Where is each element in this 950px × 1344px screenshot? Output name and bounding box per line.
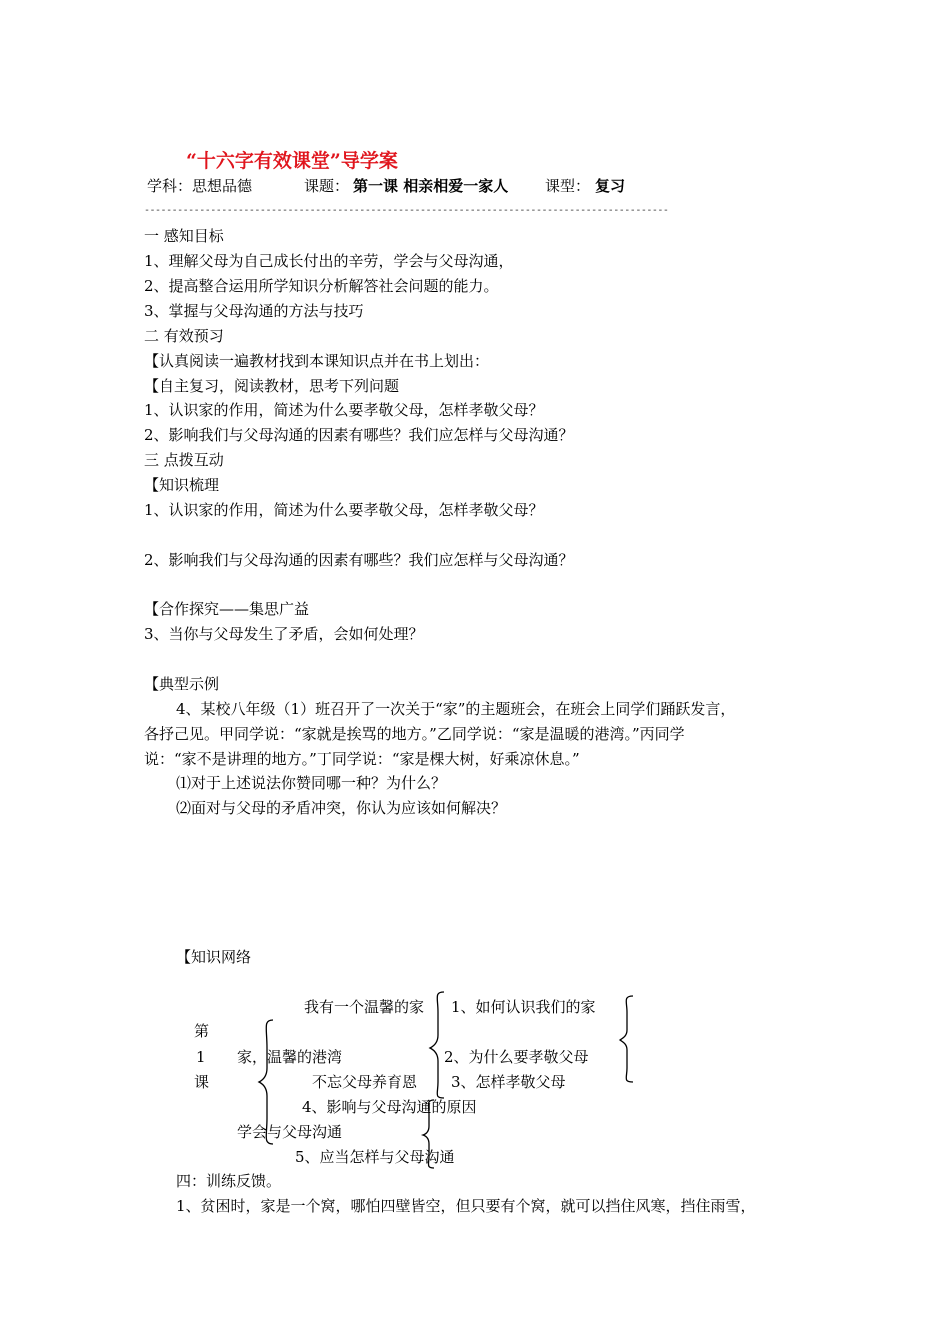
section-heading: 二 有效预习 — [144, 327, 224, 345]
lesson-char: 第 — [194, 1022, 210, 1040]
subheading-knowledge: 【知识梳理 — [144, 476, 220, 494]
preview-line: 2、影响我们与父母沟通的因素有哪些？我们应怎样与父母沟通？ — [144, 426, 574, 444]
question-3: 3、当你与父母发生了矛盾，会如何处理？ — [144, 625, 424, 643]
node-home: 家，温馨的港湾 — [237, 1048, 343, 1066]
question-1: 1、认识家的作用，简述为什么要孝敬父母，怎样孝敬父母？ — [144, 501, 544, 519]
question-2: 2、影响我们与父母沟通的因素有哪些？我们应怎样与父母沟通？ — [144, 551, 574, 569]
example-line: 说：“家不是讲理的地方。”丁同学说：“家是棵大树，好乘凉休息。” — [144, 750, 580, 768]
example-subquestion-2: ⑵面对与父母的矛盾冲突，你认为应该如何解决？ — [176, 799, 507, 817]
header-rule: ----------------------------------------------------------------------------------------------- — [144, 206, 669, 216]
brace-communicate — [420, 1098, 440, 1170]
node-item-2: 2、为什么要孝敬父母 — [444, 1048, 589, 1066]
feedback-item: 1、贫困时，家是一个窝，哪怕四壁皆空，但只要有个窝，就可以挡住风寒，挡住雨雪， — [176, 1197, 756, 1215]
lesson-char: 课 — [194, 1073, 210, 1091]
preview-line: 【自主复习，阅读教材，思考下列问题 — [144, 377, 400, 395]
example-subquestion-1: ⑴对于上述说法你赞同哪一种？为什么？ — [176, 774, 447, 792]
node-communicate: 学会与父母沟通 — [237, 1123, 343, 1141]
document-title: “十六字有效课堂”导学案 — [186, 150, 398, 172]
brace-home — [426, 990, 450, 1100]
type-label: 课型： — [545, 177, 591, 195]
preview-line: 【认真阅读一遍教材找到本课知识点并在书上划出： — [144, 352, 490, 370]
brace-lesson — [255, 1018, 279, 1148]
node-item-5: 5、应当怎样与父母沟通 — [295, 1148, 455, 1166]
preview-line: 1、认识家的作用，简述为什么要孝敬父母，怎样孝敬父母？ — [144, 401, 544, 419]
type-value: 复习 — [595, 177, 626, 195]
subheading-cooperation: 【合作探究——集思广益 — [144, 600, 310, 618]
subject-label: 学科：思想品德 — [147, 177, 253, 195]
node-warm-home: 我有一个温馨的家 — [304, 998, 425, 1016]
example-line: 各抒己见。甲同学说：“家就是挨骂的地方。”乙同学说：“家是温暖的港湾。”丙同学 — [144, 725, 685, 743]
section-heading: 一 感知目标 — [144, 227, 224, 245]
goal-item: 2、提高整合运用所学知识分析解答社会问题的能力。 — [144, 277, 499, 295]
network-heading: 【知识网络 — [176, 948, 252, 966]
node-remember: 不忘父母养育恩 — [312, 1073, 418, 1091]
node-item-3: 3、怎样孝敬父母 — [451, 1073, 566, 1091]
lesson-char: 1 — [196, 1048, 206, 1066]
node-item-1: 1、如何认识我们的家 — [451, 998, 596, 1016]
subheading-example: 【典型示例 — [144, 675, 220, 693]
section-heading: 三 点拨互动 — [144, 451, 224, 469]
goal-item: 1、理解父母为自己成长付出的辛劳，学会与父母沟通， — [144, 252, 514, 270]
example-line: 4、某校八年级（1）班召开了一次关于“家”的主题班会，在班会上同学们踊跃发言， — [176, 700, 736, 718]
section-heading: 四：训练反馈。 — [176, 1172, 282, 1190]
brace-right — [617, 994, 639, 1084]
topic-value: 第一课 相亲相爱一家人 — [353, 177, 509, 195]
topic-label: 课题： — [304, 177, 350, 195]
goal-item: 3、掌握与父母沟通的方法与技巧 — [144, 302, 364, 320]
node-item-4: 4、影响与父母沟通的原因 — [302, 1098, 477, 1116]
